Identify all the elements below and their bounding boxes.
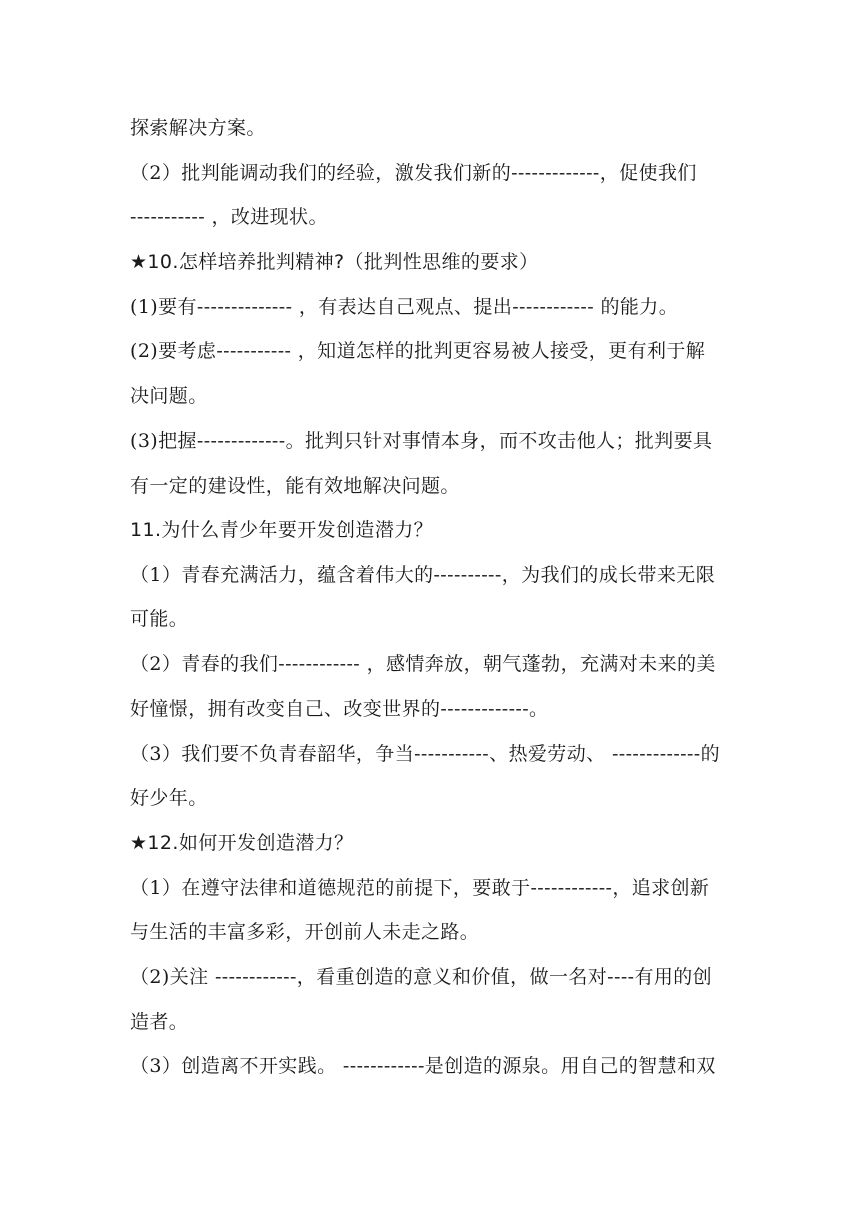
text-line: 与生活的丰富多彩，开创前人未走之路。 (130, 921, 480, 943)
text-line: （1）青春充满活力，蕴含着伟大的----------，为我们的成长带来无限 (130, 564, 716, 586)
text-line: 决问题。 (130, 385, 208, 407)
text-line: 有一定的建设性，能有效地解决问题。 (130, 475, 460, 497)
text-line: （2）批判能调动我们的经验，激发我们新的-------------，促使我们 (130, 162, 697, 184)
text-line: 可能。 (130, 608, 189, 630)
text-line: 造者。 (130, 1011, 189, 1033)
question-heading: 11.为什么青少年要开发创造潜力？ (130, 519, 434, 541)
text-line: (1)要有-------------- ，有表达自己观点、提出------------ 的能力。 (130, 296, 679, 318)
text-line: （2）青春的我们------------ ，感情奔放，朝气蓬勃，充满对未来的美 (130, 653, 716, 675)
text-line: （2)关注 ------------，看重创造的意义和价值，做一名对----有用的创 (130, 966, 713, 988)
text-line: （3）我们要不负青春韶华，争当-----------、热爱劳动、 -------------的 (130, 743, 721, 765)
text-line: ----------- ，改进现状。 (130, 206, 328, 228)
text-line: 好少年。 (130, 787, 208, 809)
text-line: (3)把握-------------。批判只针对事情本身，而不攻击他人；批判要具 (130, 430, 713, 452)
question-heading: ★10.怎样培养批判精神?（批判性思维的要求） (130, 251, 539, 273)
question-heading: ★12.如何开发创造潜力？ (130, 832, 354, 854)
text-line: （3）创造离不开实践。 ------------是创造的源泉。用自己的智慧和双 (130, 1055, 716, 1077)
text-line: （1）在遵守法律和道德规范的前提下，要敢于------------，追求创新 (130, 877, 710, 899)
text-line: 好憧憬，拥有改变自己、改变世界的-------------。 (130, 698, 549, 720)
text-line: 探索解决方案。 (130, 117, 266, 139)
text-line: (2)要考虑----------- ，知道怎样的批判更容易被人接受，更有利于解 (130, 340, 706, 362)
